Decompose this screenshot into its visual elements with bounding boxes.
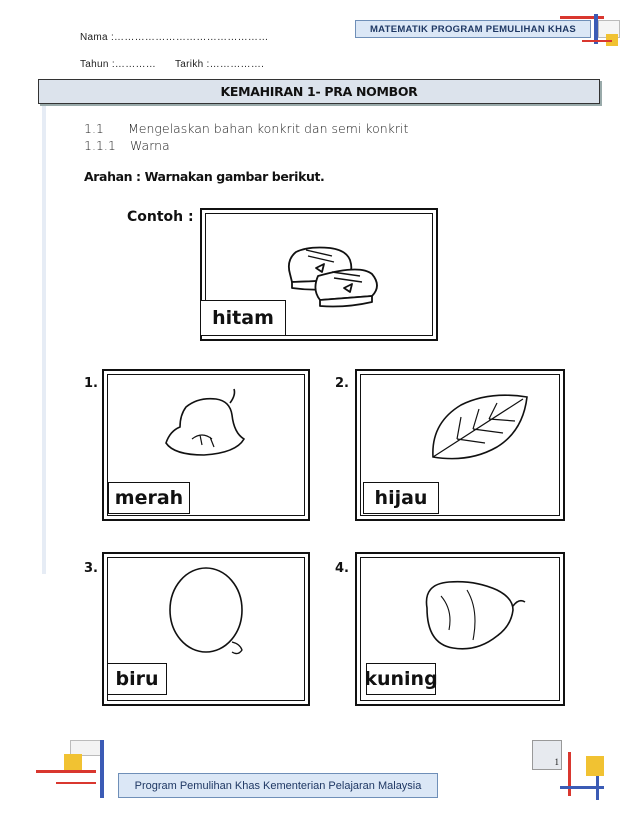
item-color-word-3: biru (107, 663, 167, 695)
objective-code-1: 1.1 (84, 121, 104, 136)
tarikh-field: Tarikh :……………. (175, 59, 265, 70)
program-title-banner: MATEMATIK PROGRAM PEMULIHAN KHAS (355, 20, 591, 38)
papaya-icon (413, 570, 533, 660)
example-label: Contoh : (127, 209, 194, 225)
objective-text-1: Mengelaskan bahan konkrit dan semi konkrit (128, 121, 409, 136)
objective-code-2: 1.1.1 (84, 138, 116, 153)
example-color-word: hitam (200, 300, 286, 336)
item-color-word-1: merah (108, 482, 190, 514)
leaf-icon (427, 387, 537, 467)
item-number-3: 3. (84, 561, 98, 576)
footer-banner: Program Pemulihan Khas Kementerian Pelajaran Malaysia (118, 773, 438, 798)
left-margin-rule (42, 104, 46, 574)
item-color-word-2: hijau (363, 482, 439, 514)
item-number-4: 4. (335, 561, 349, 576)
skill-title-bar: KEMAHIRAN 1- PRA NOMBOR (38, 79, 600, 104)
item-number-2: 2. (335, 376, 349, 391)
instruction-text: Arahan : Warnakan gambar berikut. (84, 169, 325, 184)
nama-field: Nama :……………………………………… (80, 32, 269, 43)
page-number: 1 (554, 757, 559, 767)
tahun-field: Tahun :………… (80, 59, 157, 70)
item-color-word-4: kuning (366, 663, 436, 695)
shoes-icon (272, 234, 392, 314)
item-number-1: 1. (84, 376, 98, 391)
balloon-icon (162, 566, 262, 666)
decor-bottom-right (560, 746, 610, 802)
fruit-rambutan-icon (156, 385, 256, 465)
objective-text-2: Warna (130, 138, 170, 153)
page-number-box (532, 740, 562, 770)
